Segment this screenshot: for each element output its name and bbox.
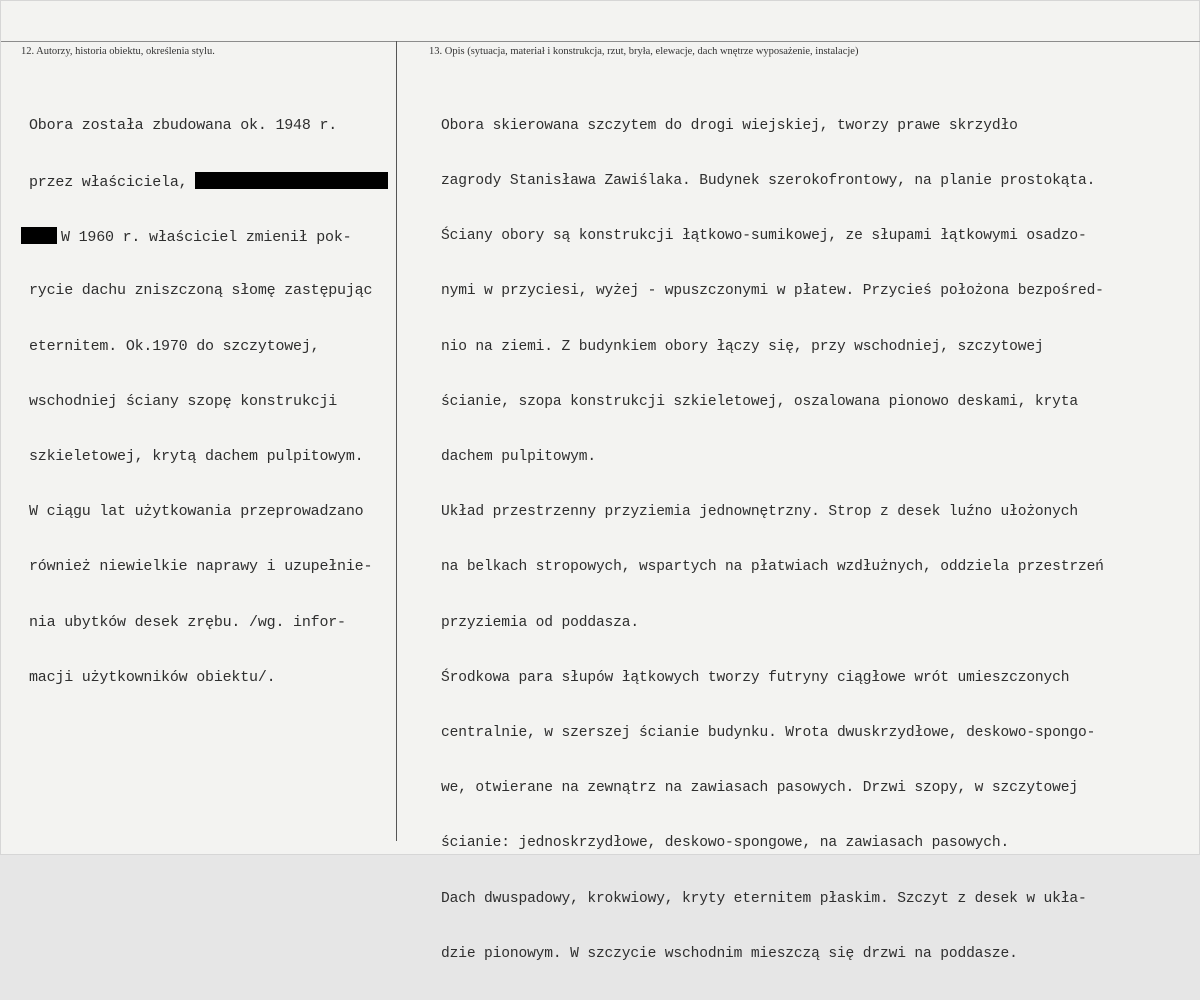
redaction-bar bbox=[21, 227, 57, 244]
description-line: Środkowa para słupów łątkowych tworzy futryny ciągłowe wrót umieszczonych bbox=[441, 669, 1070, 686]
history-line-text: przez właściciela, bbox=[29, 174, 188, 192]
description-line: centralnie, w szerszej ścianie budynku. Wrota dwuskrzydłowe, deskowo-spongo- bbox=[441, 725, 1096, 742]
description-line: nio na ziemi. Z budynkiem obory łączy się, przy wschodniej, szczytowej bbox=[441, 338, 1044, 355]
column-divider bbox=[396, 41, 397, 841]
history-line: szkieletowej, krytą dachem pulpitowym. bbox=[29, 448, 364, 466]
description-line: dachem pulpitowym. bbox=[441, 449, 596, 466]
description-line: Obora skierowana szczytem do drogi wiejskiej, tworzy prawe skrzydło bbox=[441, 117, 1018, 134]
description-line: zagrody Stanisława Zawiślaka. Budynek szerokofrontowy, na planie prostokąta. bbox=[441, 173, 1096, 190]
description-line: Ściany obory są konstrukcji łątkowo-sumikowej, ze słupami łątkowymi osadzo- bbox=[441, 228, 1087, 245]
description-line: dzie pionowym. W szczycie wschodnim mieszczą się drzwi na poddasze. bbox=[441, 945, 1018, 962]
history-line-text: W 1960 r. właściciel zmienił pok- bbox=[61, 229, 352, 247]
history-line: macji użytkowników obiektu/. bbox=[29, 668, 276, 686]
history-line: Obora została zbudowana ok. 1948 r. bbox=[29, 116, 338, 134]
description-line: ścianie, szopa konstrukcji szkieletowej, oszalowana pionowo deskami, kryta bbox=[441, 393, 1078, 410]
history-line: wschodniej ściany szopę konstrukcji bbox=[29, 392, 338, 410]
description-line: nymi w przyciesi, wyżej - wpuszczonymi w płatew. Przycieś położona bezpośred- bbox=[441, 283, 1104, 300]
history-line: W ciągu lat użytkowania przeprowadzano bbox=[29, 503, 364, 521]
description-text bbox=[441, 80, 1104, 1000]
description-line: przyziemia od poddasza. bbox=[441, 614, 639, 631]
redaction-bar bbox=[195, 172, 388, 189]
history-line bbox=[29, 172, 388, 190]
history-line: eternitem. Ok.1970 do szczytowej, bbox=[29, 337, 320, 355]
description-line: we, otwierane na zewnątrz na zawiasach pasowych. Drzwi szopy, w szczytowej bbox=[441, 780, 1078, 797]
section-12-heading: 12. Autorzy, historia obiektu, określenia stylu. bbox=[21, 46, 215, 57]
history-line bbox=[29, 227, 388, 245]
description-line: Dach dwuspadowy, krokwiowy, kryty eternitem płaskim. Szczyt z desek w ukła- bbox=[441, 890, 1087, 907]
history-line: rycie dachu zniszczoną słomę zastępując bbox=[29, 282, 373, 300]
description-line: na belkach stropowych, wspartych na płatwiach wzdłużnych, oddziela przestrzeń bbox=[441, 559, 1104, 576]
description-line: ścianie: jednoskrzydłowe, deskowo-spongowe, na zawiasach pasowych. bbox=[441, 835, 1010, 852]
section-13-heading: 13. Opis (sytuacja, materiał i konstrukcja, rzut, bryła, elewacje, dach wnętrze wyposażenie, instalacje) bbox=[429, 46, 859, 57]
history-line: nia ubytków desek zrębu. /wg. infor- bbox=[29, 613, 346, 631]
history-line: również niewielkie naprawy i uzupełnie- bbox=[29, 558, 373, 576]
history-text bbox=[29, 80, 388, 724]
description-line: Układ przestrzenny przyziemia jednownętrzny. Strop z desek luźno ułożonych bbox=[441, 504, 1078, 521]
header-rule bbox=[1, 41, 1200, 42]
